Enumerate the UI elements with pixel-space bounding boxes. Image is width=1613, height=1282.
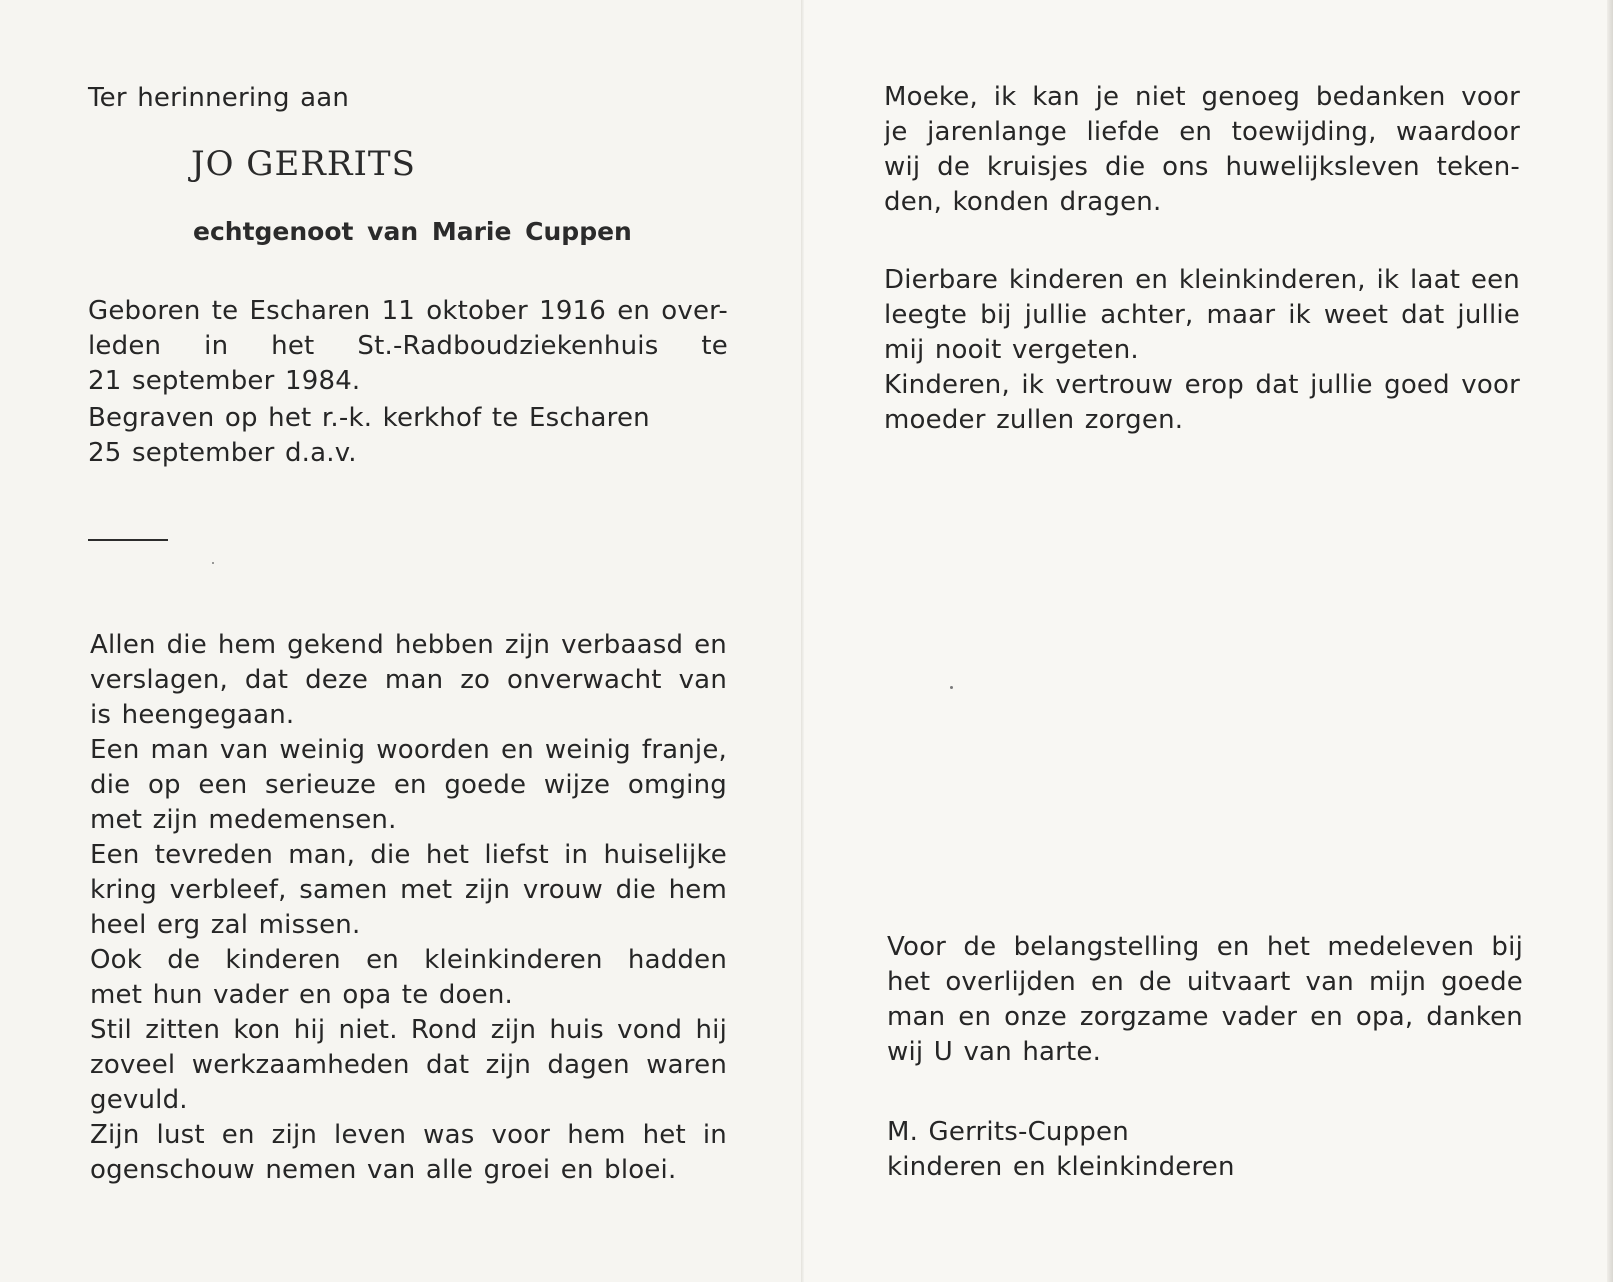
signature-line: M. Gerrits-Cuppen [887,1117,1129,1147]
message-line: Moeke, ik kan je niet genoeg bedanken voor [884,82,1520,112]
thanks-line: Voor de belangstelling en het medeleven bij [887,932,1523,962]
message-line: je jarenlange liefde en toewijding, waardoor [884,117,1520,147]
card-edge-shadow [1607,0,1613,1282]
card-fold [801,0,804,1282]
tribute-line: met hun vader en opa te doen. [90,980,514,1010]
tribute-line: heel erg zal missen. [90,910,361,940]
burial-line: 25 september d.a.v. [88,438,357,468]
message-to-wife-paragraph [884,80,1520,220]
thanks-line: man en onze zorgzame vader en opa, danken [887,1002,1523,1032]
signature-line: kinderen en kleinkinderen [887,1152,1235,1182]
tribute-line: Stil zitten kon hij niet. Rond zijn huis vond hij [90,1015,727,1045]
thanks-paragraph [887,930,1523,1070]
signature-block [887,1115,1235,1185]
tribute-line: met zijn medemensen. [90,805,397,835]
message-line: den, konden dragen. [884,187,1162,217]
message-line: wij de kruisjes die ons huwelijksleven teken- [884,152,1520,182]
tribute-line: is heengegaan. [90,700,295,730]
message-to-children-paragraph [884,263,1520,438]
tribute-line: ogenschouw nemen van alle groei en bloei. [90,1155,677,1185]
birth-death-line: 21 september 1984. [88,366,361,396]
deceased-name: JO GERRITS [191,144,416,184]
thanks-line: wij U van harte. [887,1037,1102,1067]
thanks-line: het overlijden en de uitvaart van mijn goede [887,967,1523,997]
tribute-line: zoveel werkzaamheden dat zijn dagen waren [90,1050,727,1080]
tribute-line: Allen die hem gekend hebben zijn verbaasd en [90,630,727,660]
paper-speck [950,686,953,689]
tribute-line: Zijn lust en zijn leven was voor hem het in [90,1120,727,1150]
divider-rule [88,539,168,541]
tribute-line: kring verbleef, samen met zijn vrouw die hem [90,875,727,905]
tribute-line: Ook de kinderen en kleinkinderen hadden [90,945,727,975]
tribute-line: gevuld. [90,1085,188,1115]
message-line: Dierbare kinderen en kleinkinderen, ik laat een [884,265,1520,295]
message-line: Kinderen, ik vertrouw erop dat jullie goed voor [884,370,1520,400]
message-line: leegte bij jullie achter, maar ik weet dat jullie [884,300,1520,330]
tribute-line: verslagen, dat deze man zo onverwacht van [90,665,727,695]
message-line: mij nooit vergeten. [884,335,1139,365]
spouse-line: echtgenoot van Marie Cuppen [193,217,632,246]
tribute-line: Een tevreden man, die het liefst in huiselijke [90,840,727,870]
tribute-line: Een man van weinig woorden en weinig franje, [90,735,727,765]
message-line: moeder zullen zorgen. [884,405,1184,435]
tribute-paragraph [90,628,727,1188]
tribute-line: die op een serieuze en goede wijze omging [90,770,727,800]
birth-death-line: Geboren te Escharen 11 oktober 1916 en over- [88,296,728,326]
burial-line: Begraven op het r.-k. kerkhof te Escharen [88,403,650,433]
birth-death-line: leden in het St.-Radboudziekenhuis te [88,331,728,361]
paper-speck [212,562,214,564]
burial-paragraph [88,401,650,471]
intro-text: Ter herinnering aan [88,83,350,113]
birth-death-paragraph [88,294,728,399]
